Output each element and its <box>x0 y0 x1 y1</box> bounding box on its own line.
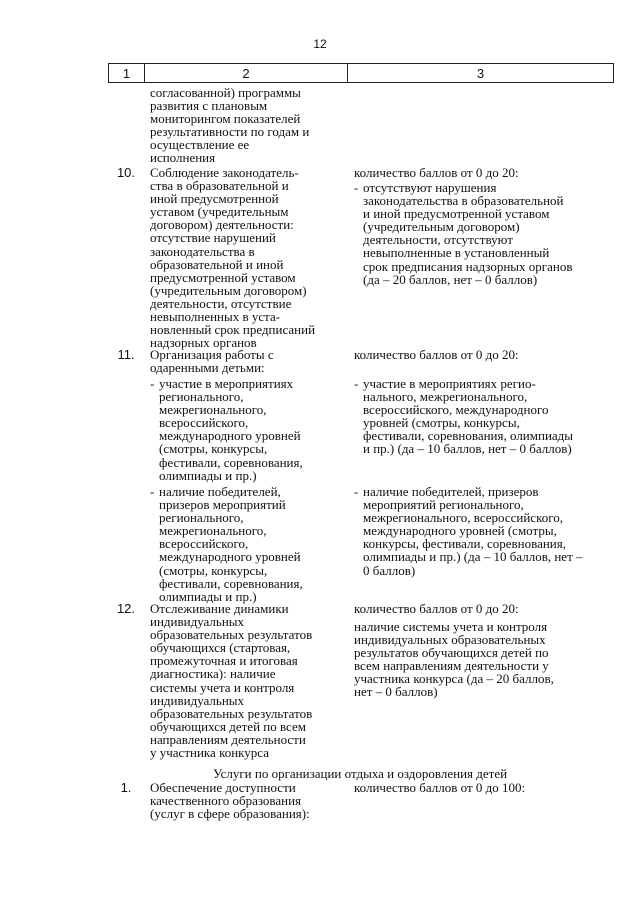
header-col-1: 1 <box>109 64 145 82</box>
score-text: наличие системы учета и контроля индивидуальных образовательных результатов обучающихся детей по всем направлениям деятельности у участника конкурса (да – 20 баллов, нет – 0 баллов) <box>354 619 554 700</box>
score-heading: количество баллов от 0 до 100: <box>354 780 526 795</box>
criterion-text: Отслеживание динамики индивидуальных образовательных результатов обучающихся (стартовая, промежуточная и итоговая диагностика): наличие системы учета и контроля индивидуальных образовательных результатов обучающихся детей по всем направлениям деятельности у участника конкурса <box>150 601 313 761</box>
score-heading: количество баллов от 0 до 20: <box>354 347 519 362</box>
score-item-text: отсутствуют нарушения законодательства в образовательной и иной предусмотренной уставом (учредительным договором) деятельности, отсутствуют невыполненные в установленный срок предписания надзорных органов (да – 20 баллов, нет – 0 баллов) <box>363 180 573 287</box>
row-number: 10. <box>116 165 136 180</box>
table-header <box>108 63 614 83</box>
continuation-text: согласованной) программы развития с плановым мониторингом показателей результативности по годам и осуществление ее исполнения <box>150 85 310 166</box>
row-number: 1. <box>120 780 132 795</box>
criterion-heading: Организация работы с одаренными детьми: <box>150 347 274 376</box>
score-item-text: наличие победителей, призеров мероприятий регионального, межрегионального, всероссийского, международного уровней (смотры, конкурсы, фестивали, соревнования, олимпиады и пр.) (да – 10 баллов, нет – 0 баллов) <box>363 484 583 578</box>
section-title: Услуги по организации отдыха и оздоровления детей <box>212 766 508 781</box>
score-heading: количество баллов от 0 до 20: <box>354 601 519 616</box>
score-heading: количество баллов от 0 до 20: <box>354 165 519 180</box>
criterion-item-text: участие в мероприятиях регионального, межрегионального, всероссийского, международного уровней (смотры, конкурсы, фестивали, соревнования, олимпиады и пр.) <box>159 376 303 483</box>
score-item-text: участие в мероприятиях регио- нального, межрегионального, всероссийского, международного уровней (смотры, конкурсы, фестивали, соревнования, олимпиады и пр.) (да – 10 баллов, нет – 0 баллов) <box>363 376 574 457</box>
score-item: - отсутствуют нарушения законодательства в образовательной и иной предусмотренной уставом (учредительным договором) деятельности, отсутствуют невыполненные в установленный срок предписания надзорных органов (да – 20 баллов, нет – 0 баллов) <box>354 180 573 287</box>
row-number: 12. <box>116 601 136 616</box>
score-item: - наличие победителей, призеров мероприятий регионального, межрегионального, всероссийского, международного уровней (смотры, конкурсы, фестивали, соревнования, олимпиады и пр.) (да – 10 баллов, нет – 0 баллов) <box>354 484 583 578</box>
criterion-text: Соблюдение законодатель- ства в образовательной и иной предусмотренной уставом (учредительным договором) деятельности: отсутствие нарушений законодательства в образовательной и иной предусмотренной уставом (учредительным договором) деятельности, отсутствие невыполненных в уста- новленный срок предписаний надзорных органов <box>150 165 316 351</box>
header-col-2: 2 <box>145 64 348 82</box>
criterion-item: - участие в мероприятиях регионального, межрегионального, всероссийского, международного уровней (смотры, конкурсы, фестивали, соревнования, олимпиады и пр.) <box>150 376 303 483</box>
row-number: 11. <box>117 347 135 362</box>
page-number: 12 <box>313 37 327 51</box>
criterion-item-text: наличие победителей, призеров мероприятий регионального, межрегионального, всероссийского, международного уровней (смотры, конкурсы, фестивали, соревнования, олимпиады и пр.) <box>159 484 303 604</box>
header-col-3: 3 <box>476 65 485 81</box>
criterion-item: - наличие победителей, призеров мероприятий регионального, межрегионального, всероссийского, международного уровней (смотры, конкурсы, фестивали, соревнования, олимпиады и пр.) <box>150 484 303 604</box>
score-item: - участие в мероприятиях регио- нального, межрегионального, всероссийского, международного уровней (смотры, конкурсы, фестивали, соревнования, олимпиады и пр.) (да – 10 баллов, нет – 0 баллов) <box>354 376 574 457</box>
criterion-text: Обеспечение доступности качественного образования (услуг в сфере образования): <box>150 780 310 822</box>
